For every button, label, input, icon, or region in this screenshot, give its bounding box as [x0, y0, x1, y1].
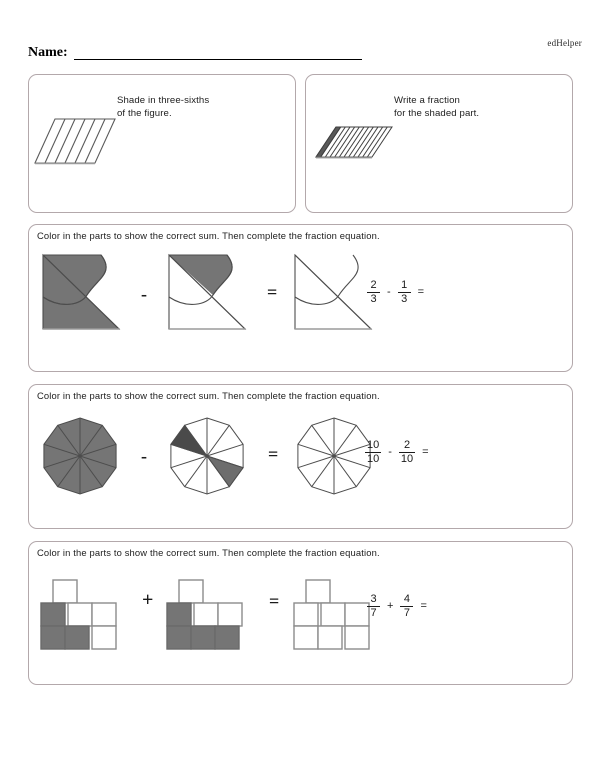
problem-2-fraction-left [365, 440, 381, 465]
numerator: 1 [401, 279, 408, 291]
parallelogram-six-parts[interactable] [35, 105, 119, 177]
name-write-in-line[interactable] [74, 46, 362, 60]
problem-3-figure-a[interactable] [41, 578, 137, 650]
problem-3-equation[interactable] [367, 594, 427, 619]
problem-1-figure-b[interactable] [167, 251, 249, 333]
problem-1-equals: = [267, 282, 278, 302]
problem-1-equation[interactable] [367, 280, 424, 305]
numerator: 3 [370, 593, 377, 605]
problem-2-figure-b[interactable] [166, 415, 248, 497]
task-prompt-1-line2: of the figure. [117, 108, 172, 119]
problem-2-equals: = [268, 444, 279, 464]
numerator: 10 [367, 439, 380, 451]
task-prompt-1-line1: Shade in three-sixths [117, 95, 210, 106]
denominator: 7 [403, 607, 410, 620]
problem-1-operator: - [141, 284, 147, 304]
problem-2-figure-a[interactable] [39, 415, 121, 497]
task-box-write-fraction [305, 74, 573, 213]
numerator: 2 [403, 439, 411, 451]
problem-row-1 [28, 224, 573, 372]
problem-3-figures [29, 568, 572, 673]
problem-2-figure-c[interactable] [293, 415, 375, 497]
problem-1-instruction: Color in the parts to show the correct sum. Then complete the fraction equation. [37, 230, 380, 241]
name-label: Name: [28, 45, 68, 60]
problem-2-equation[interactable] [365, 440, 429, 465]
denominator: 10 [400, 453, 414, 466]
problem-3-fraction-left [367, 594, 380, 619]
denominator: 3 [370, 293, 377, 306]
problem-1-equation-equals: = [417, 286, 425, 299]
problem-1-figures [29, 251, 572, 356]
task-prompt-2 [394, 94, 479, 120]
problem-2-equation-equals: = [422, 446, 429, 459]
problem-2-operator: - [141, 446, 147, 466]
problem-3-fraction-right [400, 594, 413, 619]
problem-1-fraction-right [398, 280, 411, 305]
problem-1-figure-c[interactable] [293, 251, 375, 333]
problem-3-equation-operator: + [387, 600, 394, 613]
problem-3-equation-equals: = [420, 600, 427, 613]
edhelper-logo: edHelper [547, 38, 582, 48]
problem-row-3 [28, 541, 573, 685]
problem-3-operator: + [142, 589, 154, 611]
problem-3-figure-b[interactable] [167, 578, 263, 650]
problem-2-fraction-right [399, 440, 415, 465]
name-row [28, 46, 362, 60]
problem-1-figure-a[interactable] [41, 251, 123, 333]
denominator: 3 [401, 293, 408, 306]
numerator: 4 [403, 593, 410, 605]
problem-1-equation-operator: - [387, 286, 391, 299]
denominator: 10 [367, 453, 380, 466]
denominator: 7 [370, 607, 377, 620]
problem-3-instruction: Color in the parts to show the correct sum. Then complete the fraction equation. [37, 547, 380, 558]
numerator: 2 [370, 279, 377, 291]
task-prompt-1 [117, 94, 209, 120]
problem-3-equals: = [269, 591, 280, 611]
problem-2-equation-operator: - [388, 446, 392, 459]
task-box-shade-three-sixths [28, 74, 296, 213]
problem-2-figures [29, 411, 572, 516]
parallelogram-twelve-parts-one-shaded[interactable] [312, 105, 396, 177]
task-prompt-2-line1: Write a fraction [394, 95, 460, 106]
problem-1-fraction-left [367, 280, 380, 305]
problem-row-2 [28, 384, 573, 529]
problem-2-instruction: Color in the parts to show the correct sum. Then complete the fraction equation. [37, 390, 380, 401]
task-prompt-2-line2: for the shaded part. [394, 108, 480, 119]
